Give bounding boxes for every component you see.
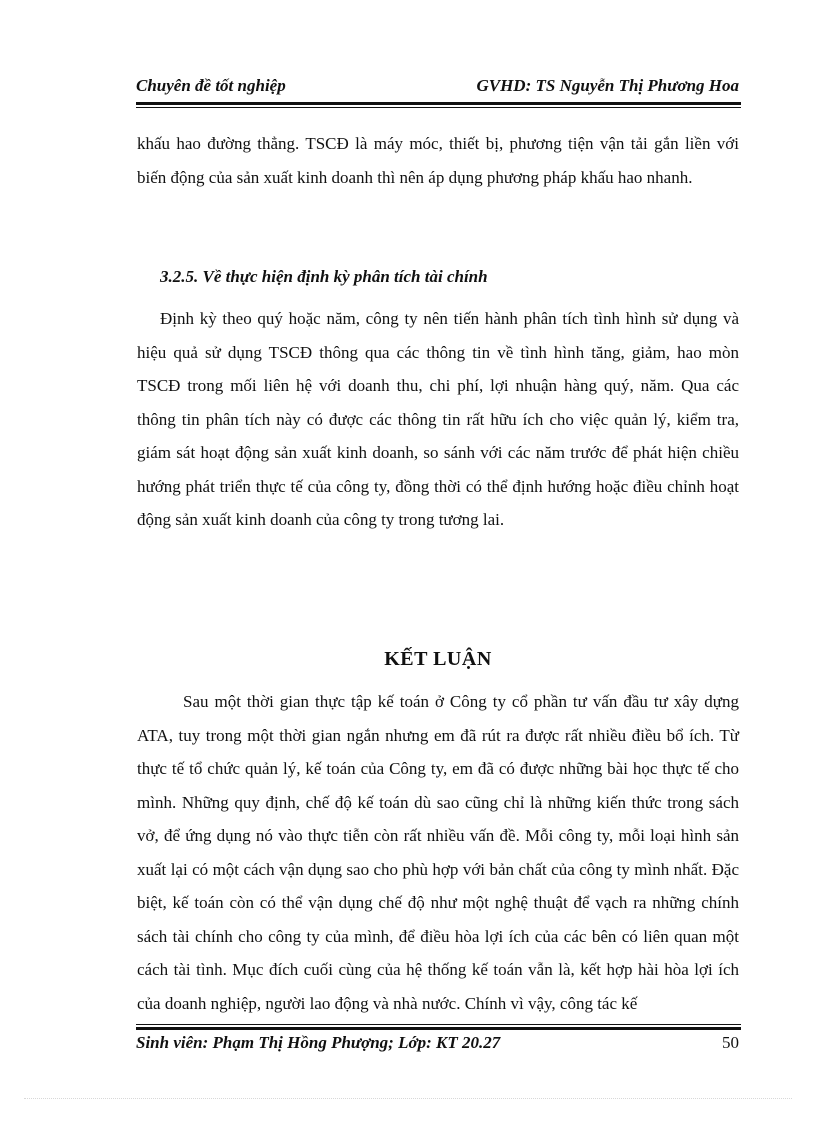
page-footer [136,1033,739,1057]
footer-rule-thick [136,1027,741,1030]
header-supervisor: GVHD: TS Nguyễn Thị Phương Hoa [476,76,739,95]
page-bottom-divider [24,1098,792,1099]
footer-rule-thin [136,1024,741,1025]
page-header [136,76,739,100]
header-rule-thin [136,107,741,108]
page-number: 50 [722,1033,739,1052]
conclusion-title: KẾT LUẬN [384,648,492,670]
conclusion-paragraph: Sau một thời gian thực tập kế toán ở Công ty cổ phần tư vấn đầu tư xây dựng ATA, tuy trong một thời gian ngắn nhưng em đã rút ra được rất nhiều điều bổ ích. Từ thực tế tổ chức quản lý, kế toán của Công ty, em đã có được những bài học thực tế cho mình. Những quy định, chế độ kế toán dù sao cũng chỉ là những kiến thức trong sách vở, để ứng dụng nó vào thực tiễn còn rất nhiều vấn đề. Mỗi công ty, mỗi loại hình sản xuất lại có một cách vận dụng sao cho phù hợp với bản chất của công ty mình nhất. Đặc biệt, kế toán còn có thể vận dụng chế độ như một nghệ thuật để vạch ra những chính sách tài chính cho công ty của mình, để điều hòa lợi ích của các bên có liên quan một cách tài tình. Mục đích cuối cùng của hệ thống kế toán vẫn là, kết hợp hài hòa lợi ích của doanh nghiệp, người lao động và nhà nước. Chính vì vậy, công tác kế [137,692,739,1013]
paragraph-continuation: khấu hao đường thẳng. TSCĐ là máy móc, thiết bị, phương tiện vận tải gắn liền với biến động của sản xuất kinh doanh thì nên áp dụng phương pháp khấu hao nhanh. [137,134,739,187]
header-document-title: Chuyên đề tốt nghiệp [136,76,286,95]
section-paragraph: Định kỳ theo quý hoặc năm, công ty nên tiến hành phân tích tình hình sử dụng và hiệu quả sử dụng TSCĐ thông qua các thông tin về tình hình tăng, giảm, hao mòn TSCĐ trong mối liên hệ với doanh thu, chi phí, lợi nhuận hàng quý, năm. Qua các thông tin phân tích này có được các thông tin rất hữu ích cho việc quản lý, kiểm tra, giám sát hoạt động sản xuất kinh doanh, so sánh với các năm trước để phát hiện chiều hướng phát triển thực tế của công ty, đồng thời có thể định hướng hoặc điều chỉnh hoạt động sản xuất kinh doanh của công ty trong tương lai. [137,309,739,529]
footer-student-info: Sinh viên: Phạm Thị Hồng Phượng; Lớp: KT 20.27 [136,1033,501,1052]
header-rule-thick [136,102,741,105]
section-heading: 3.2.5. Về thực hiện định kỳ phân tích tài chính [160,267,488,286]
